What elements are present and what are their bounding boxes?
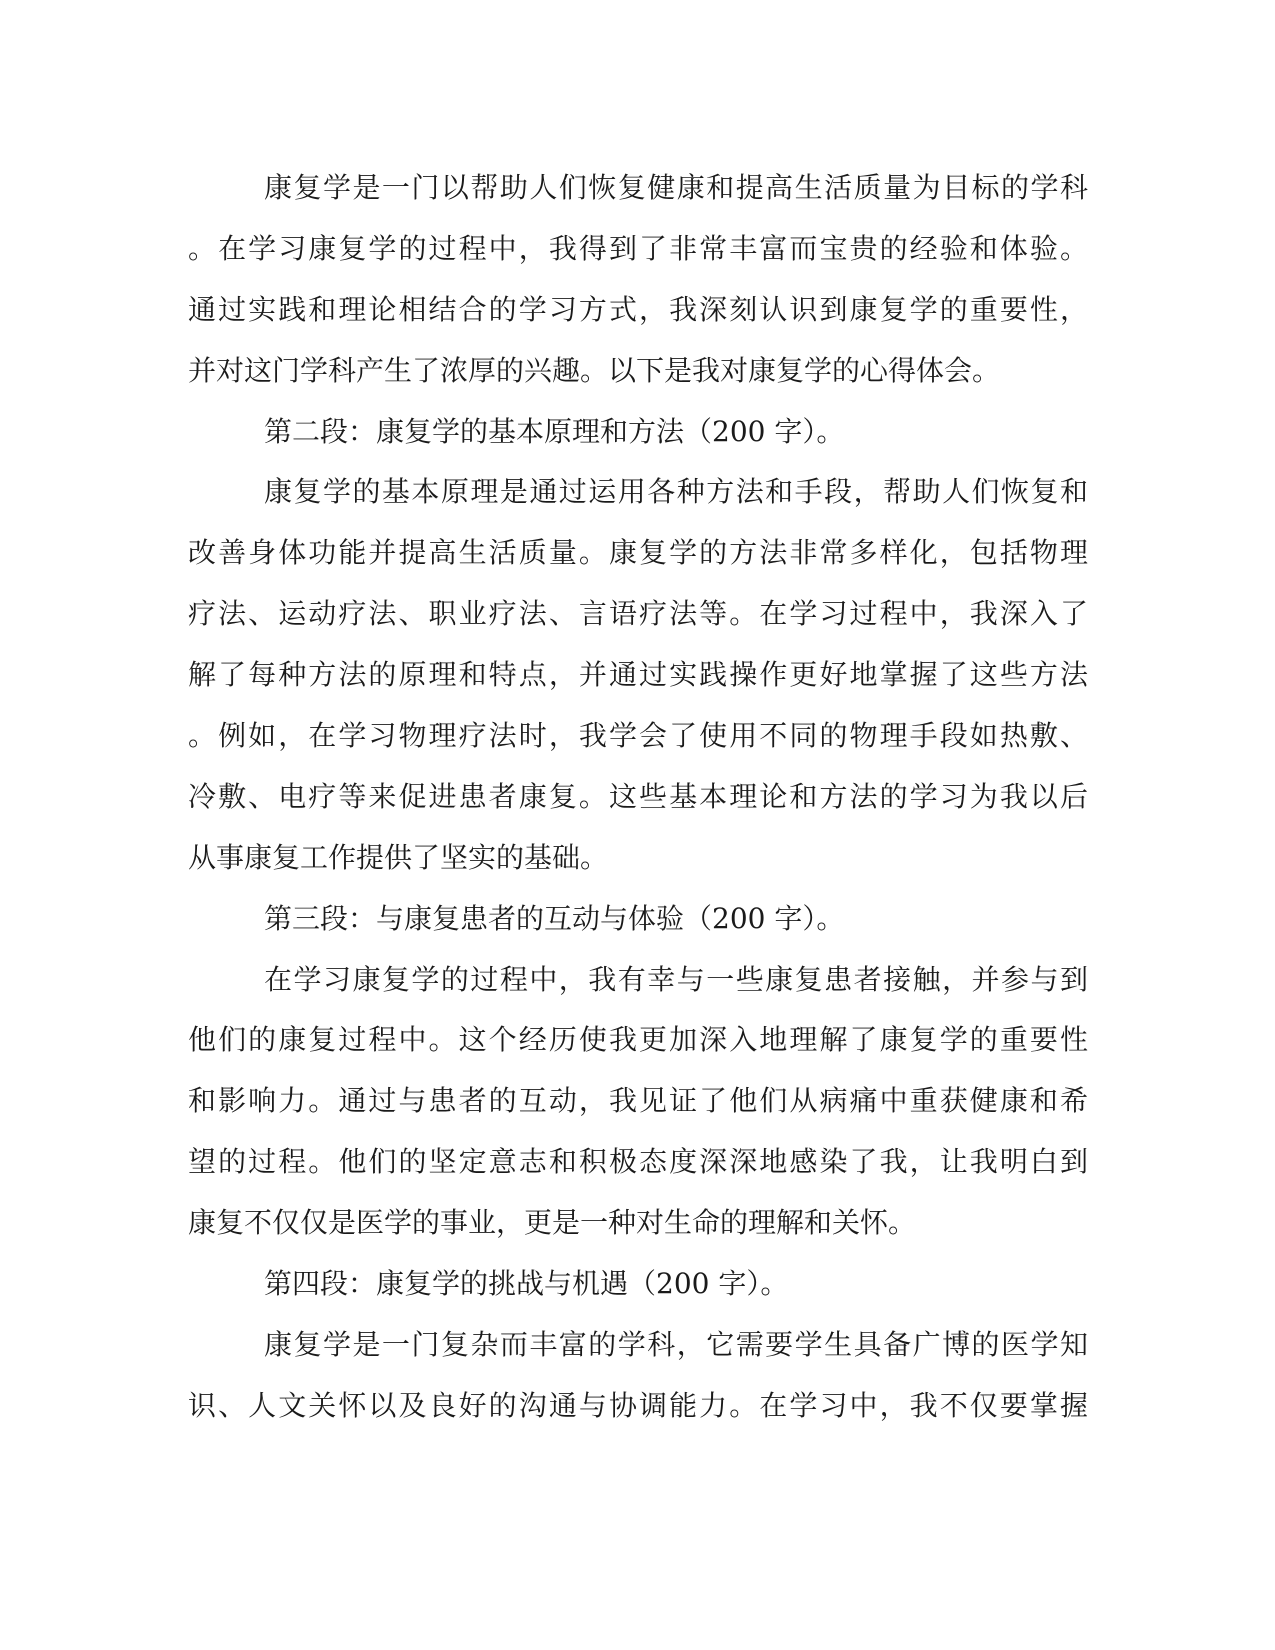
paragraph-line: 望的过程。他们的坚定意志和积极态度深深地感染了我，让我明白到 (188, 1145, 1088, 1179)
paragraph-line: 冷敷、电疗等来促进患者康复。这些基本理论和方法的学习为我以后 (188, 779, 1088, 813)
paragraph-line: 从事康复工作提供了坚实的基础。 (188, 840, 609, 874)
document-body (188, 158, 1088, 1437)
paragraph-line: 疗法、运动疗法、职业疗法、言语疗法等。在学习过程中，我深入了 (188, 597, 1088, 631)
paragraph-line: 康复学是一门以帮助人们恢复健康和提高生活质量为目标的学科 (264, 171, 1088, 204)
paragraph-line: 在学习康复学的过程中，我有幸与一些康复患者接触，并参与到 (264, 962, 1088, 996)
paragraph-line: 他们的康复过程中。这个经历使我更加深入地理解了康复学的重要性 (188, 1023, 1088, 1057)
paragraph-line: 康复不仅仅是医学的事业，更是一种对生命的理解和关怀。 (188, 1206, 917, 1240)
paragraph-line: 康复学是一门复杂而丰富的学科，它需要学生具备广博的医学知 (264, 1327, 1088, 1361)
paragraph-line: 康复学的基本原理是通过运用各种方法和手段，帮助人们恢复和 (264, 475, 1088, 509)
section-heading: 第二段：康复学的基本原理和方法（200 字）。 (264, 414, 845, 448)
section-heading: 第四段：康复学的挑战与机遇（200 字）。 (264, 1267, 789, 1301)
paragraph-line: 和影响力。通过与患者的互动，我见证了他们从病痛中重获健康和希 (188, 1084, 1088, 1118)
paragraph-line: 通过实践和理论相结合的学习方式，我深刻认识到康复学的重要性， (188, 292, 1088, 326)
section-heading: 第三段：与康复患者的互动与体验（200 字）。 (264, 901, 845, 935)
paragraph-line: 。例如，在学习物理疗法时，我学会了使用不同的物理手段如热敷、 (188, 719, 1088, 753)
paragraph-line: 改善身体功能并提高生活质量。康复学的方法非常多样化，包括物理 (188, 536, 1088, 570)
paragraph-line: 解了每种方法的原理和特点，并通过实践操作更好地掌握了这些方法 (188, 658, 1088, 692)
paragraph-line: 识、人文关怀以及良好的沟通与协调能力。在学习中，我不仅要掌握 (188, 1388, 1088, 1422)
paragraph-line: 。在学习康复学的过程中，我得到了非常丰富而宝贵的经验和体验。 (188, 231, 1088, 265)
paragraph-line: 并对这门学科产生了浓厚的兴趣。以下是我对康复学的心得体会。 (188, 353, 1001, 387)
